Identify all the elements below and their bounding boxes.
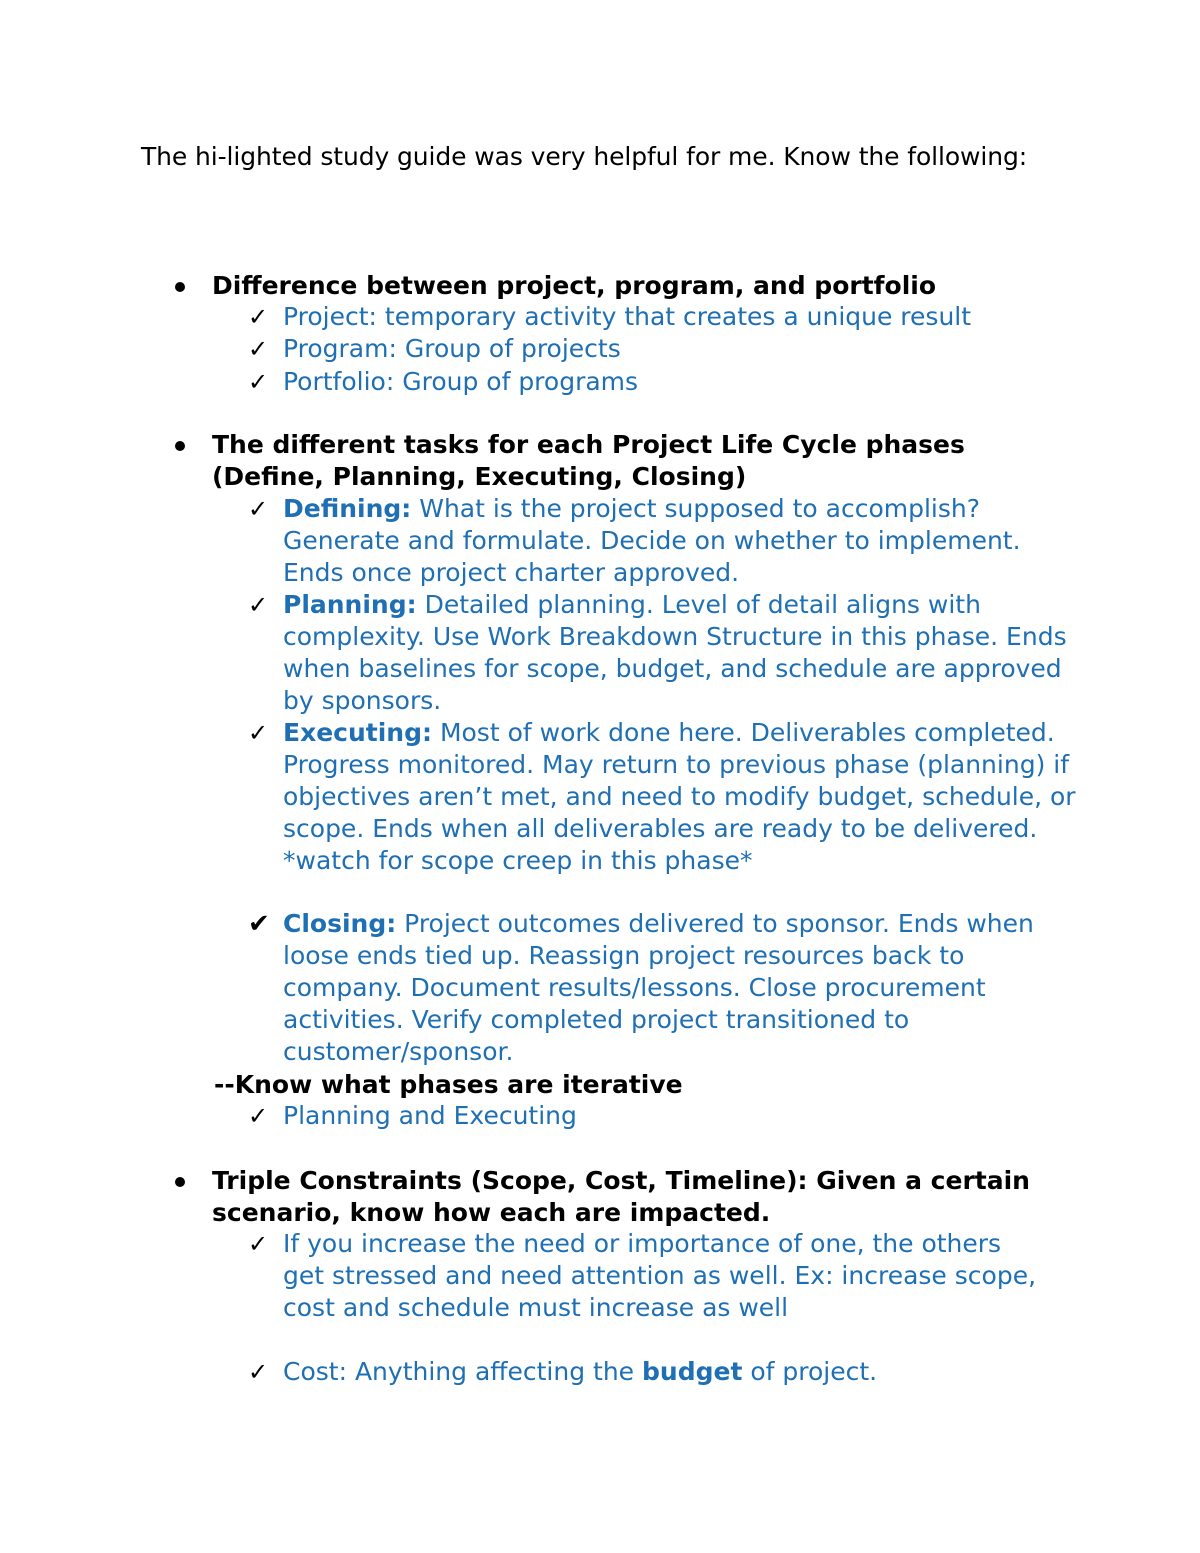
checkmark-icon: ✓ [248,335,269,363]
checkmark-icon: ✓ [248,368,269,396]
section-heading: The different tasks for each Project Life Cycle phases (Define, Planning, Executing, Closing) [212,430,965,491]
list-item: Program: Group of projects [283,334,621,363]
list-item-planning [283,589,1083,717]
section-heading: Difference between project, program, and portfolio [212,271,937,300]
list-item-defining [283,493,1083,589]
list-item-cost [283,1356,1083,1388]
bullet-icon [175,1177,189,1191]
cost-prefix: Cost: Anything affecting the [283,1357,642,1386]
checkmark-icon: ✔ [248,909,270,939]
phase-description: Project outcomes delivered to sponsor. Ends when loose ends tied up. Reassign project resources back to company. Document results/lessons. Close procurement activities. Verify completed project transitioned to customer/sponsor. [283,909,1034,1066]
subheading: --Know what phases are iterative [214,1070,683,1099]
phase-label: Planning: [283,590,417,619]
phase-description: Detailed planning. Level of detail aligns with complexity. Use Work Breakdown Structure in this phase. Ends when baselines for scope, budget, and schedule are approved by sponsors. [283,590,1067,715]
checkmark-icon: ✓ [248,303,269,331]
intro-text: The hi-lighted study guide was very helpful for me. Know the following: [141,142,1028,171]
checkmark-icon: ✓ [248,719,269,747]
list-item: Portfolio: Group of programs [283,367,639,396]
bullet-icon [175,282,189,296]
list-item-closing [283,908,1083,1068]
phase-label: Closing: [283,909,397,938]
checkmark-icon: ✓ [248,591,269,619]
checkmark-icon: ✓ [248,1358,269,1386]
phase-label: Executing: [283,718,432,747]
section-heading: Triple Constraints (Scope, Cost, Timeline): Given a certain scenario, know how each are impacted. [212,1166,1030,1227]
list-item: Project: temporary activity that creates a unique result [283,302,972,331]
cost-bold: budget [642,1357,743,1386]
phase-label: Defining: [283,494,412,523]
phase-description: Most of work done here. Deliverables completed. Progress monitored. May return to previous phase (planning) if objectives aren’t met, and need to modify budget, schedule, or scope. Ends when all deliverables are ready to be delivered. *watch for scope creep in this phase* [283,718,1076,875]
checkmark-icon: ✓ [248,495,269,523]
phase-description: What is the project supposed to accomplish? Generate and formulate. Decide on whether to implement. Ends once project charter approved. [283,494,1021,587]
checkmark-icon: ✓ [248,1230,269,1258]
bullet-icon [175,441,189,455]
list-item-executing [283,717,1083,877]
cost-suffix: of project. [742,1357,878,1386]
checkmark-icon: ✓ [248,1102,269,1130]
list-item: If you increase the need or importance of one, the others get stressed and need attention as well. Ex: increase scope, cost and schedule must increase as well [283,1229,1037,1322]
list-item: Planning and Executing [283,1101,577,1130]
